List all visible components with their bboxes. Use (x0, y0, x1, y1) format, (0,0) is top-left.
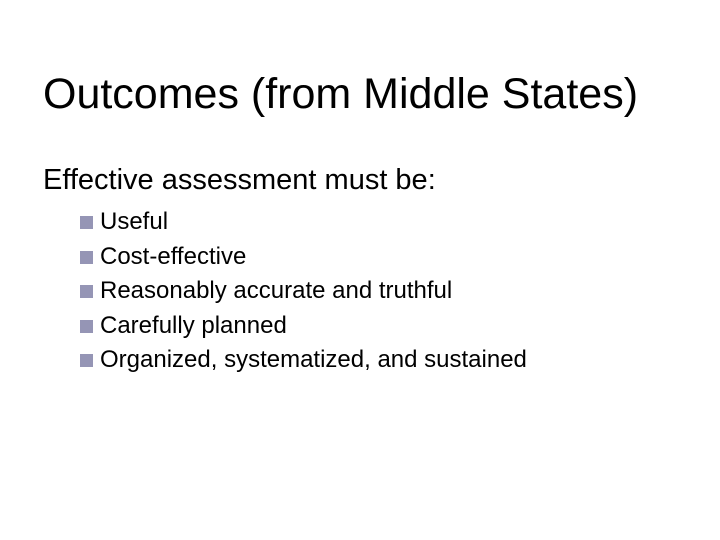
bullet-list (80, 205, 527, 378)
bullet-text: Organized, systematized, and sustained (100, 346, 527, 374)
bullet-text: Useful (100, 208, 169, 236)
bullet-item (80, 205, 527, 240)
bullet-text: Carefully planned (100, 311, 287, 339)
bullet-text: Reasonably accurate and truthful (100, 277, 453, 305)
square-bullet-icon (80, 216, 93, 229)
bullet-item (80, 309, 527, 344)
bullet-item (80, 240, 527, 275)
bullet-item (80, 343, 527, 378)
bullet-item (80, 274, 527, 309)
square-bullet-icon (80, 320, 93, 333)
bullet-text: Cost-effective (100, 242, 247, 270)
square-bullet-icon (80, 251, 93, 264)
square-bullet-icon (80, 354, 93, 367)
lead-text: Effective assessment must be: (43, 164, 436, 196)
square-bullet-icon (80, 285, 93, 298)
slide-title: Outcomes (from Middle States) (43, 70, 639, 118)
